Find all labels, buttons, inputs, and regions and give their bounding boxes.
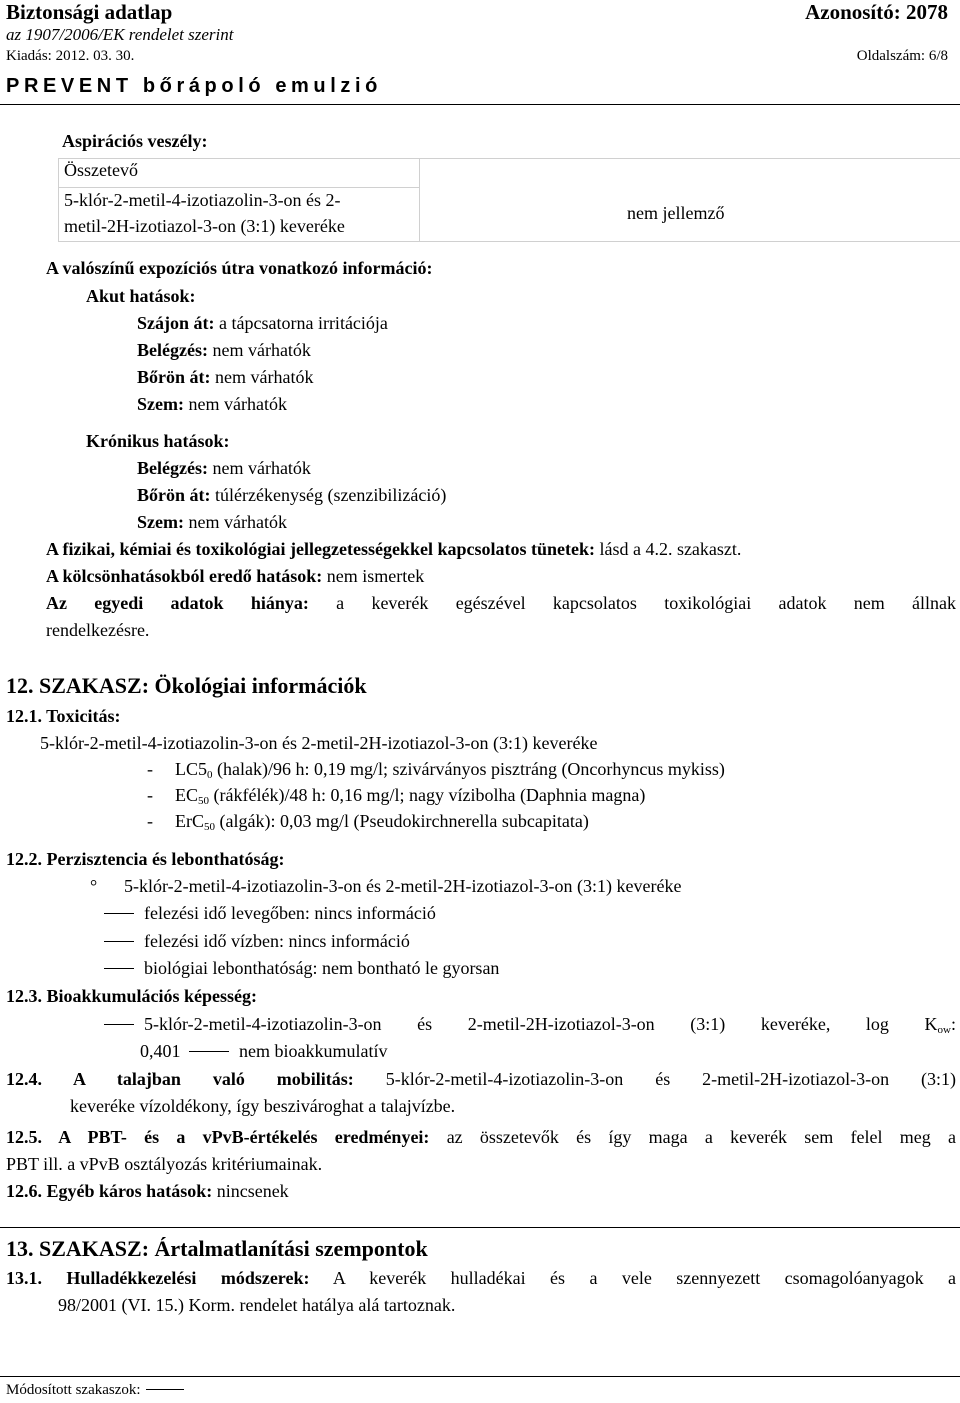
chronic-item-label: Belégzés:: [137, 458, 208, 478]
bioaccumulation-text: 5-klór-2-metil-4-izotiazolin-3-on és 2-metil-2H-izotiazol-3-on (3:1) keveréke, log K: [144, 1014, 938, 1034]
section-13-title: 13. SZAKASZ: Ártalmatlanítási szempontok: [6, 1236, 428, 1261]
acute-item-label: Belégzés:: [137, 340, 208, 360]
toxicity-endpoint: ErC: [175, 811, 204, 831]
product-name: PREVENT bőrápoló emulzió: [6, 75, 382, 97]
aspiration-heading: Aspirációs veszély:: [62, 131, 208, 151]
footer-divider: [0, 1376, 960, 1377]
toxicity-endpoint-sub: 50: [198, 795, 210, 807]
mobility-line2: keveréke vízoldékony, így beszivároghat a talajvízbe.: [70, 1096, 456, 1116]
acute-item: [137, 340, 311, 361]
table-header-label: Összetevő: [64, 160, 138, 180]
chronic-item: [137, 458, 311, 479]
toxicity-endpoint: EC: [175, 785, 199, 805]
chronic-item-label: Szem:: [137, 512, 184, 532]
other-effects-value: nincsenek: [216, 1181, 289, 1201]
modified-sections: [6, 1382, 194, 1399]
acute-item-label: Bőrön át:: [137, 367, 211, 387]
chronic-item-value: nem várhatók: [188, 512, 287, 532]
component-name-line1: 5-klór-2-metil-4-izotiazolin-3-on és 2-: [64, 190, 341, 210]
component-name-line2: metil-2H-izotiazol-3-on (3:1) keveréke: [64, 216, 345, 236]
persistence-item: [104, 931, 410, 952]
other-effects-line: [6, 1181, 289, 1202]
mobility-line1: [6, 1069, 956, 1090]
chronic-item-label: Bőrön át:: [137, 485, 211, 505]
modified-sections-label: Módosított szakaszok:: [6, 1382, 141, 1398]
acute-item: [137, 394, 287, 415]
pbt-text: az összetevők és így maga a keverék sem felel meg a: [446, 1127, 956, 1147]
persistence-item-text: felezési idő levegőben: nincs információ: [144, 903, 436, 923]
long-dash-icon: [104, 913, 134, 914]
dash-marker: -: [147, 759, 153, 779]
toxicity-item: [147, 811, 589, 832]
section-12-title: 12. SZAKASZ: Ökológiai információk: [6, 673, 367, 698]
acute-item: [137, 367, 313, 388]
persistence-item-text: felezési idő vízben: nincs információ: [144, 931, 410, 951]
toxicity-endpoint-sub: 0: [207, 769, 213, 781]
interactions-value: nem ismertek: [326, 566, 425, 586]
chronic-item-value: túlérzékenység (szenzibilizáció): [215, 485, 447, 505]
log-kow-sub: ow: [937, 1024, 951, 1036]
acute-item-label: Szájon át:: [137, 313, 215, 333]
missing-data-line2: rendelkezésre.: [46, 620, 150, 640]
symptoms-label: A fizikai, kémiai és toxikológiai jellegzetességekkel kapcsolatos tünetek:: [46, 539, 595, 559]
chronic-heading: Krónikus hatások:: [86, 431, 230, 451]
missing-data-line1: [46, 593, 956, 614]
pbt-line2: PBT ill. a vPvB osztályozás kritériumainak.: [6, 1154, 323, 1174]
toxicity-component: 5-klór-2-metil-4-izotiazolin-3-on és 2-metil-2H-izotiazol-3-on (3:1) keveréke: [40, 733, 598, 753]
subsection-12-6-label: 12.6. Egyéb káros hatások:: [6, 1181, 213, 1201]
missing-data-value: a keverék egészével kapcsolatos toxikológiai adatok nem állnak: [336, 593, 957, 613]
acute-heading: Akut hatások:: [86, 286, 196, 306]
bioaccumulation-result: nem bioakkumulatív: [239, 1041, 388, 1061]
subsection-13-1-label: 13.1. Hulladékkezelési módszerek:: [6, 1268, 310, 1288]
waste-text: A keverék hulladékai és a vele szennyezett csomagolóanyagok a: [332, 1268, 956, 1288]
chronic-item: [137, 512, 287, 533]
bioaccumulation-line2: [140, 1041, 387, 1062]
acute-item-label: Szem:: [137, 394, 184, 414]
chronic-item-value: nem várhatók: [212, 458, 311, 478]
regulation-reference: az 1907/2006/EK rendelet szerint: [6, 25, 234, 44]
missing-data-label: Az egyedi adatok hiánya:: [46, 593, 309, 613]
long-dash-icon: [104, 1024, 134, 1025]
acute-item-value: nem várhatók: [212, 340, 311, 360]
persistence-item: [104, 958, 499, 979]
interactions-label: A kölcsönhatásokból eredő hatások:: [46, 566, 323, 586]
mobility-text: 5-klór-2-metil-4-izotiazolin-3-on és 2-metil-2H-izotiazol-3-on (3:1): [385, 1069, 957, 1089]
toxicity-text: (halak)/96 h: 0,19 mg/l; szivárványos pisztráng (Oncorhyncus mykiss): [212, 759, 725, 779]
long-dash-icon: [189, 1051, 229, 1052]
acute-item-value: nem várhatók: [188, 394, 287, 414]
toxicity-endpoint-sub: 50: [204, 821, 215, 833]
bullet-degree-icon: °: [90, 876, 98, 896]
subsection-12-2-label: 12.2. Perzisztencia és lebonthatóság:: [6, 849, 285, 869]
colon: :: [950, 1014, 956, 1034]
issue-date: Kiadás: 2012. 03. 30.: [6, 48, 135, 64]
subsection-12-3-label: 12.3. Bioakkumulációs képesség:: [6, 986, 258, 1006]
dash-marker: -: [147, 785, 153, 805]
log-kow-value: 0,401: [140, 1041, 181, 1061]
toxicity-text: (algák): 0,03 mg/l (Pseudokirchnerella subcapitata): [215, 811, 589, 831]
long-dash-icon: [104, 968, 134, 969]
subsection-12-5-label: 12.5. A PBT- és a vPvB-értékelés eredményei:: [6, 1127, 430, 1147]
waste-line2: 98/2001 (VI. 15.) Korm. rendelet hatálya alá tartoznak.: [58, 1295, 456, 1315]
toxicity-text: (rákfélék)/48 h: 0,16 mg/l; nagy vízibolha (Daphnia magna): [209, 785, 646, 805]
section-divider: [0, 1227, 960, 1228]
document-id: Azonosító: 2078: [805, 0, 948, 24]
document-title: Biztonsági adatlap: [6, 0, 173, 24]
pbt-line1: [6, 1127, 956, 1148]
subsection-12-4-label: 12.4. A talajban való mobilitás:: [6, 1069, 354, 1089]
exposure-heading: A valószínű expozíciós útra vonatkozó információ:: [46, 258, 433, 278]
page-number: Oldalszám: 6/8: [856, 48, 948, 64]
aspiration-value: nem jellemző: [627, 203, 725, 223]
long-dash-icon: [146, 1389, 184, 1390]
toxicity-item: [147, 759, 725, 780]
chronic-item: [137, 485, 446, 506]
toxicity-item: [147, 785, 645, 806]
long-dash-icon: [104, 941, 134, 942]
header-divider: [0, 104, 960, 105]
subsection-12-1-label: 12.1. Toxicitás:: [6, 706, 121, 726]
toxicity-endpoint: LC5: [175, 759, 208, 779]
symptoms-line: [46, 539, 741, 560]
persistence-item: [104, 903, 436, 924]
interactions-line: [46, 566, 424, 587]
waste-line1: [6, 1268, 956, 1289]
dash-marker: -: [147, 811, 153, 831]
acute-item-value: nem várhatók: [215, 367, 314, 387]
bioaccumulation-line1: [104, 1014, 956, 1035]
persistence-component: 5-klór-2-metil-4-izotiazolin-3-on és 2-metil-2H-izotiazol-3-on (3:1) keveréke: [124, 876, 682, 896]
symptoms-value: lásd a 4.2. szakaszt.: [599, 539, 742, 559]
acute-item: [137, 313, 388, 334]
acute-item-value: a tápcsatorna irritációja: [219, 313, 388, 333]
persistence-item-text: biológiai lebonthatóság: nem bontható le gyorsan: [144, 958, 500, 978]
